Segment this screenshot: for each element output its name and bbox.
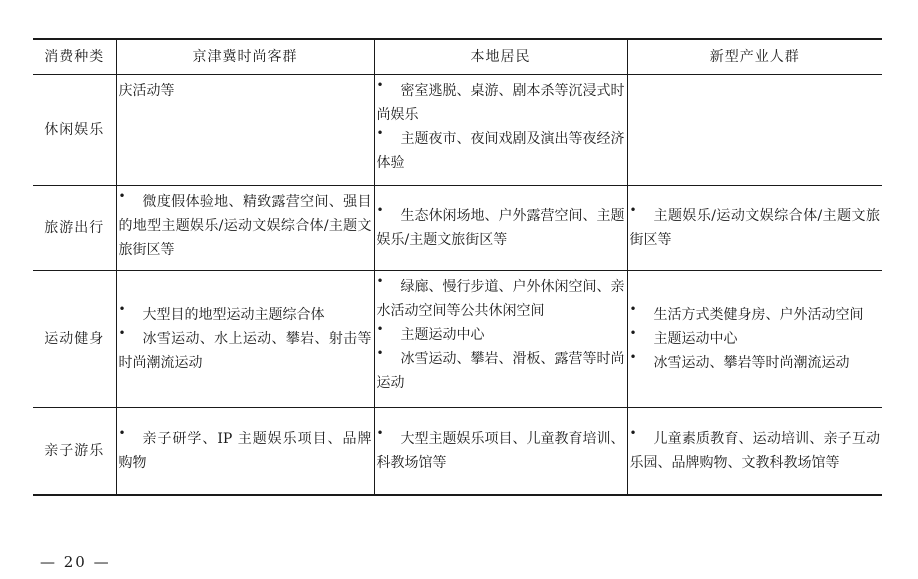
bullet-list-item: • 冰雪运动、攀岩、滑板、露营等时尚运动 xyxy=(377,347,625,395)
bullet-list-item: • 冰雪运动、水上运动、攀岩、射击等时尚潮流运动 xyxy=(119,327,372,375)
cell-col2 xyxy=(374,271,627,408)
bullet-list-item: • 主题夜市、夜间戏剧及演出等夜经济体验 xyxy=(377,127,625,175)
consumption-table xyxy=(33,38,882,496)
bullet-list-item: • 密室逃脱、桌游、剧本杀等沉浸式时尚娱乐 xyxy=(377,79,625,127)
header-local-residents: 本地居民 xyxy=(374,39,627,75)
bullet-list-item: • 亲子研学、IP 主题娱乐项目、品牌购物 xyxy=(119,427,372,475)
bullet-list-item: • 主题运动中心 xyxy=(630,327,881,351)
table-row xyxy=(33,75,882,186)
cell-col3 xyxy=(627,271,882,408)
row-category: 运动健身 xyxy=(33,271,116,408)
table-row xyxy=(33,408,882,496)
consumption-table-container xyxy=(33,38,882,496)
table-header-row xyxy=(33,39,882,75)
cell-col2 xyxy=(374,408,627,496)
row-category: 亲子游乐 xyxy=(33,408,116,496)
bullet-list-item: • 绿廊、慢行步道、户外休闲空间、亲水活动空间等公共休闲空间 xyxy=(377,275,625,323)
header-new-industry-group: 新型产业人群 xyxy=(627,39,882,75)
row-category: 休闲娱乐 xyxy=(33,75,116,186)
cell-col2 xyxy=(374,75,627,186)
table-row xyxy=(33,186,882,271)
page-number: — 20 — xyxy=(40,553,111,571)
bullet-list-item: • 大型目的地型运动主题综合体 xyxy=(119,303,372,327)
bullet-list-item: • 儿童素质教育、运动培训、亲子互动乐园、品牌购物、文教科教场馆等 xyxy=(630,427,881,475)
bullet-list-item: • 生态休闲场地、户外露营空间、主题娱乐/主题文旅街区等 xyxy=(377,204,625,252)
cell-col3 xyxy=(627,186,882,271)
bullet-list-item: • 主题运动中心 xyxy=(377,323,625,347)
cell-col1 xyxy=(116,75,374,186)
cell-col1 xyxy=(116,408,374,496)
cell-col3 xyxy=(627,75,882,186)
table-row xyxy=(33,271,882,408)
header-category: 消费种类 xyxy=(33,39,116,75)
header-jjj-fashion-group: 京津冀时尚客群 xyxy=(116,39,374,75)
bullet-list-item: • 主题娱乐/运动文娱综合体/主题文旅街区等 xyxy=(630,204,881,252)
row-category: 旅游出行 xyxy=(33,186,116,271)
cell-col3 xyxy=(627,408,882,496)
bullet-list-item: • 冰雪运动、攀岩等时尚潮流运动 xyxy=(630,351,881,375)
bullet-list-item: • 生活方式类健身房、户外活动空间 xyxy=(630,303,881,327)
cell-col1 xyxy=(116,271,374,408)
bullet-list-item: • 微度假体验地、精致露营空间、强目的地型主题娱乐/运动文娱综合体/主题文旅街区等 xyxy=(119,190,372,262)
cell-col1 xyxy=(116,186,374,271)
cell-text: 庆活动等 xyxy=(118,83,175,99)
table-body xyxy=(33,75,882,496)
cell-col2 xyxy=(374,186,627,271)
bullet-list-item: • 大型主题娱乐项目、儿童教育培训、科教场馆等 xyxy=(377,427,625,475)
